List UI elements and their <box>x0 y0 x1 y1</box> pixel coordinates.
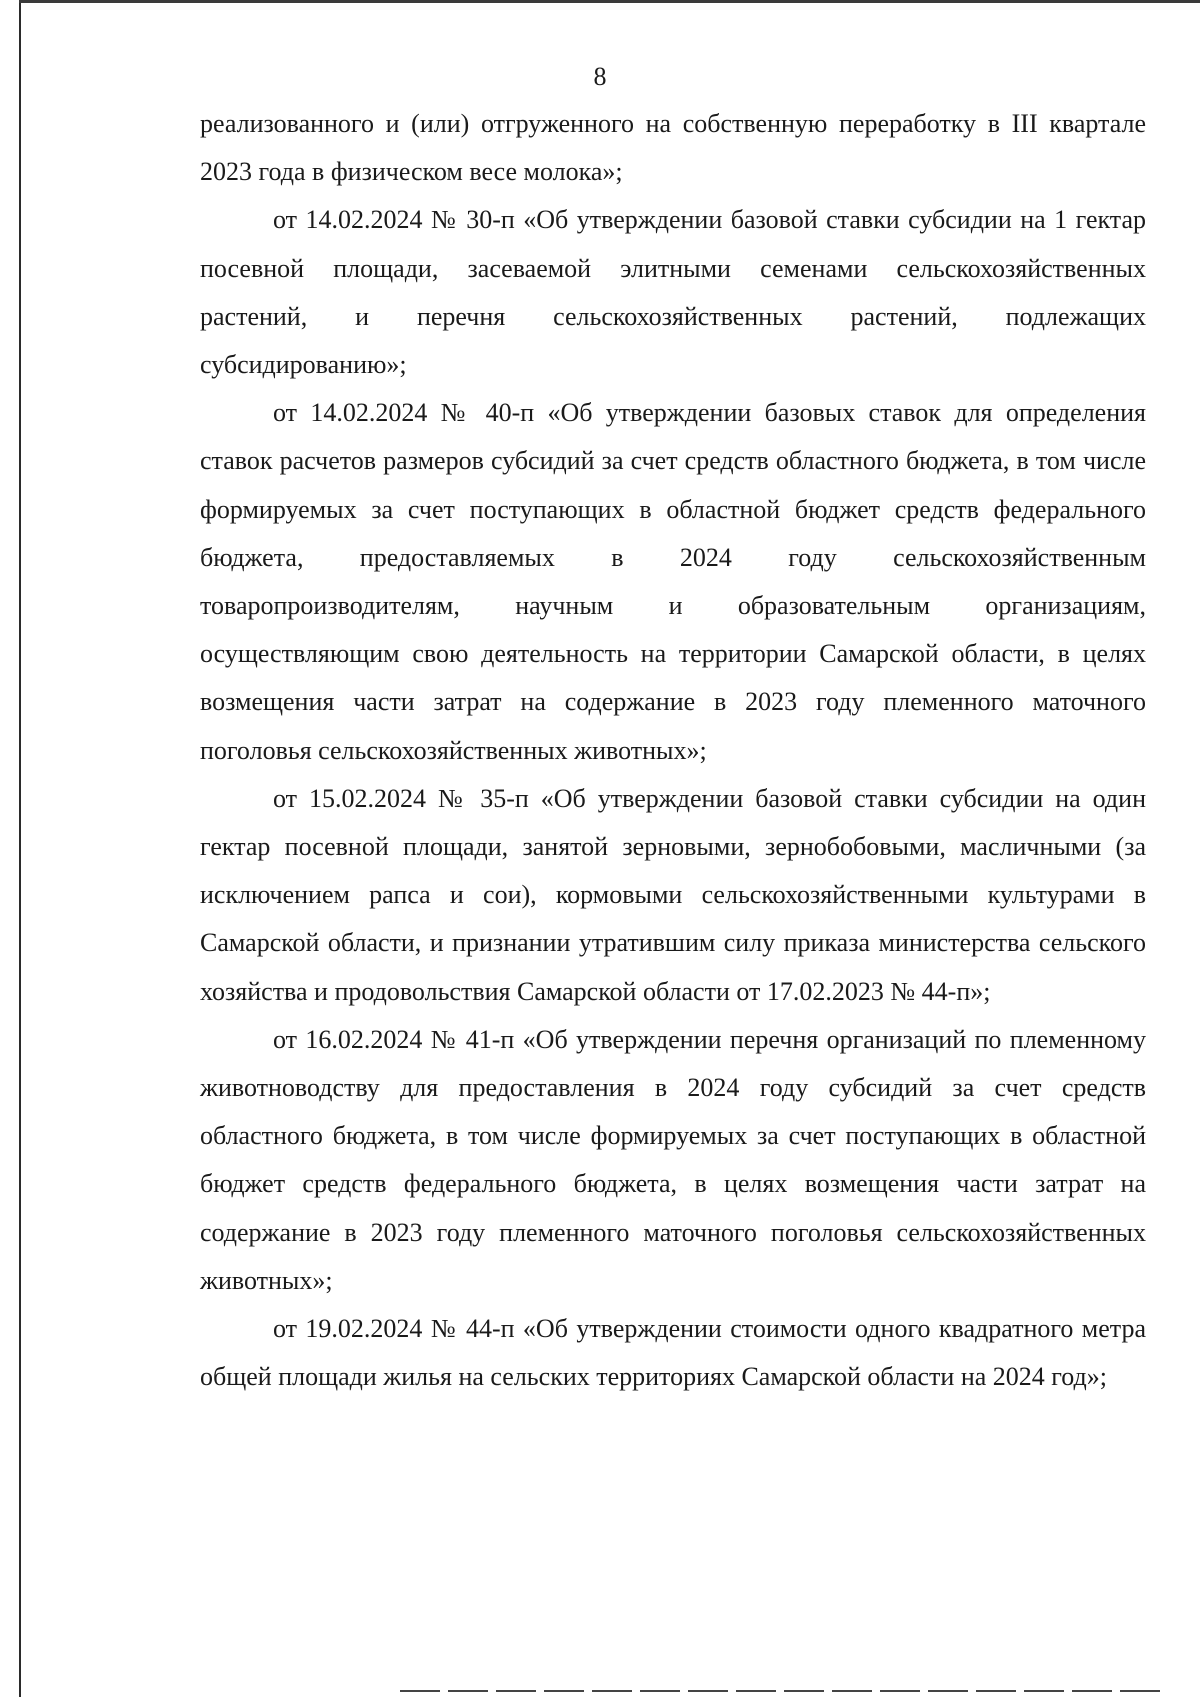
paragraph-order-35p: от 15.02.2024 № 35-п «Об утверждении базовой ставки субсидии на один гектар посевной площади, занятой зерновыми, зернобобовыми, масличными (за исключением рапса и сои), кормовыми сельскохозяйственными культурами в Самарской области, и признании утратившим силу приказа министерства сельского хозяйства и продовольствия Самарской области от 17.02.2023 № 44-п»; <box>200 783 1146 1006</box>
page-number: 8 <box>593 62 607 91</box>
document-body <box>200 100 1146 1401</box>
scan-mark-bottom <box>400 1690 1160 1692</box>
scan-border-left <box>19 0 21 1697</box>
scan-border-top <box>19 0 1200 3</box>
paragraph-order-41p: от 16.02.2024 № 41-п «Об утверждении перечня организаций по племенному животноводству для предоставления в 2024 году субсидий за счет средств областного бюджета, в том числе формируемых за счет поступающих в областной бюджет средств федерального бюджета, в целях возмещения части затрат на содержание в 2023 году племенного маточного поголовья сельскохозяйственных животных»; <box>200 1024 1146 1295</box>
paragraph-order-44p: от 19.02.2024 № 44-п «Об утверждении стоимости одного квадратного метра общей площади жилья на сельских территориях Самарской области на 2024 год»; <box>200 1314 1146 1392</box>
paragraph-continuation: реализованного и (или) отгруженного на собственную переработку в III квартале 2023 года в физическом весе молока»; <box>200 109 1146 187</box>
paragraph-order-30p: от 14.02.2024 № 30-п «Об утверждении базовой ставки субсидии на 1 гектар посевной площади, засеваемой элитными семенами сельскохозяйственных растений, и перечня сельскохозяйственных растений, подлежащих субсидированию»; <box>200 205 1146 380</box>
paragraph-order-40p: от 14.02.2024 № 40-п «Об утверждении базовых ставок для определения ставок расчетов размеров субсидий за счет средств областного бюджета, в том числе формируемых за счет поступающих в областной бюджет средств федерального бюджета, предоставляемых в 2024 году сельскохозяйственным товаропроизводителям, научным и образовательным организациям, осуществляющим свою деятельность на территории Самарской области, в целях возмещения части затрат на содержание в 2023 году племенного маточного поголовья сельскохозяйственных животных»; <box>200 398 1146 765</box>
